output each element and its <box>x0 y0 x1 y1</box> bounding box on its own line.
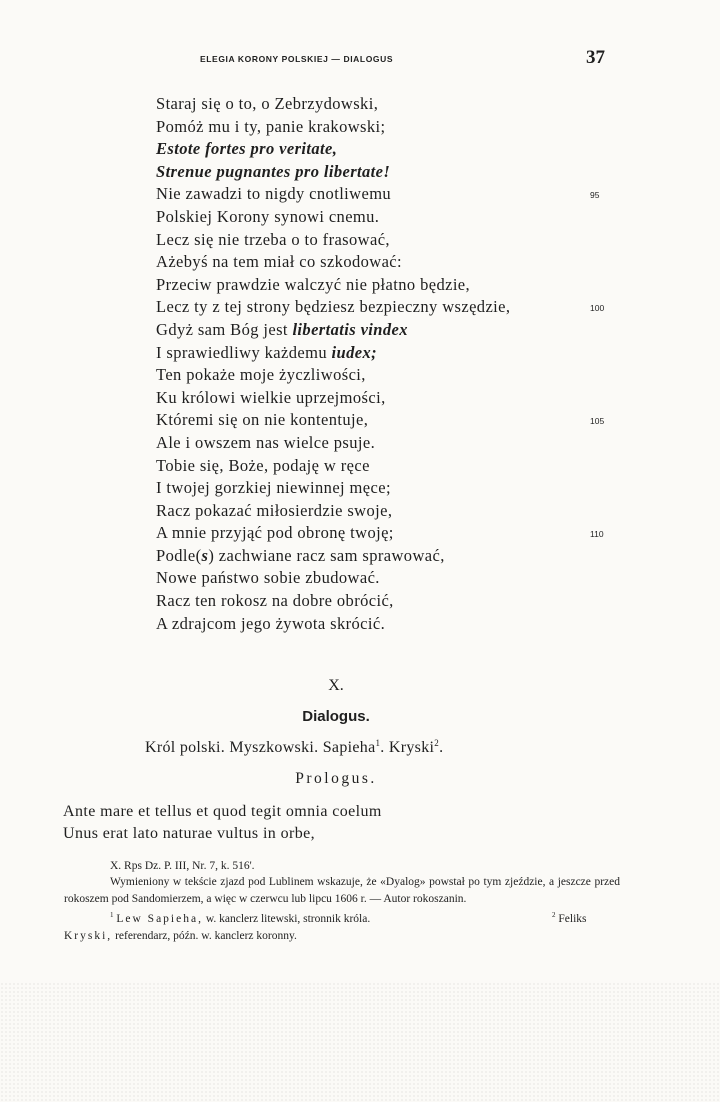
line-number: 100 <box>590 303 605 313</box>
persons-text: . Kryski <box>380 739 435 756</box>
section-number: X. <box>328 677 344 694</box>
verse-line: Lecz się nie trzeba o to frasować, <box>156 229 390 249</box>
verse-line: Ale i owszem nas wielce psuje. <box>156 432 376 452</box>
scan-noise <box>0 982 720 1102</box>
footnotes <box>64 858 620 944</box>
footnote-second <box>552 907 587 927</box>
latin-line: Ante mare et tellus et quod tegit omnia coelum <box>63 803 382 820</box>
persons-text: Król polski. Myszkowski. Sapieha <box>145 739 376 756</box>
verse-line: Polskiej Korony synowi cnemu. <box>156 206 380 226</box>
footnote-name: Lew Sapieha, <box>116 913 203 926</box>
verse-line: Lecz ty z tej strony będziesz bezpieczny wszędzie, <box>156 297 511 317</box>
verse-line: A zdrajcom jego żywota skrócić. <box>156 613 386 633</box>
footnote-text: referendarz, późn. w. kanclerz koronny. <box>115 929 297 942</box>
verse-text: zachwiane racz sam sprawować, <box>218 545 445 565</box>
verse-line: Racz ten rokosz na dobre obrócić, <box>156 591 394 611</box>
persons-text: . <box>439 739 444 756</box>
verse-line <box>156 138 510 161</box>
verse-line <box>156 545 510 568</box>
latin-phrase: iudex; <box>331 342 378 362</box>
footnote-name: Feliks <box>558 913 587 926</box>
verse-line: Pomóż mu i ty, panie krakowski; <box>156 116 386 136</box>
section-title: Dialogus. <box>302 708 370 725</box>
verse-line: Ku królowi wielkie uprzejmości, <box>156 387 386 407</box>
verse-line: Staraj się o to, o Zebrzydowski, <box>156 94 379 113</box>
dramatis-personae <box>145 738 443 757</box>
verse-line: Nowe państwo sobie zbudować. <box>156 568 380 588</box>
line-number: 105 <box>590 416 605 426</box>
footnote-text: w. kanclerz litewski, stronnik króla. <box>205 913 371 926</box>
verse-line <box>156 319 510 342</box>
poem-block <box>156 93 605 635</box>
verse-line: Ażebyś na tem miał co szkodować: <box>156 252 403 272</box>
emendation-letter: s <box>201 545 209 565</box>
footnote-marker: 1 <box>110 911 114 920</box>
verse-line: Przeciw prawdzie walczyć nie płatno będzie, <box>156 274 471 294</box>
footnote-marker: 2 <box>552 911 556 920</box>
verse-line <box>156 161 510 184</box>
verse-line: Któremi się on nie kontentuje, <box>156 410 369 430</box>
manuscript-reference: X. Rps Dz. P. III, Nr. 7, k. 516'. <box>110 860 255 872</box>
verse-line: Racz pokazać miłosierdzie swoje, <box>156 500 393 520</box>
footnote-persons <box>64 907 620 927</box>
line-number: 110 <box>590 529 604 539</box>
paren-close: ) <box>208 545 215 565</box>
latin-verse: Estote fortes pro veritate, <box>156 139 338 159</box>
verse-text: Gdyż sam Bóg jest <box>156 319 288 339</box>
verse-line: Nie zawadzi to nigdy cnotliwemu <box>156 184 392 204</box>
verse-line: Ten pokaże moje życzliwości, <box>156 365 366 385</box>
prologus-heading: Prologus. <box>295 770 377 787</box>
verse-line: Tobie się, Boże, podaję w ręce <box>156 455 370 475</box>
latin-verse-block <box>63 801 382 845</box>
verse-text: Podle <box>156 545 196 565</box>
line-number: 95 <box>590 190 600 200</box>
verse-text: I sprawiedliwy każdemu <box>156 342 327 362</box>
latin-line: Unus erat lato naturae vultus in orbe, <box>63 825 316 842</box>
running-title: ELEGIA KORONY POLSKIEJ — DIALOGUS <box>200 54 394 64</box>
footnote-continuation <box>64 928 620 944</box>
verse-line: I twojej gorzkiej niewinnej męce; <box>156 478 391 498</box>
verse-line <box>156 342 510 365</box>
footnote-name: Kryski, <box>64 929 113 942</box>
footnote-marker: 1 <box>375 738 381 748</box>
verse-line: A mnie przyjąć pod obronę twoję; <box>156 523 394 543</box>
page-header <box>0 47 720 70</box>
page-number: 37 <box>586 47 605 68</box>
footnote-paragraph: Wymieniony w tekście zjazd pod Lublinem wskazuje, że «Dyalog» powstał po tym zjeździe, a jeszcze przed rokoszem pod Sandomierzem, a więc w czerwcu lub lipcu 1606 r. — Autor rokoszanin. <box>64 876 620 905</box>
paren-open: ( <box>195 545 202 565</box>
latin-phrase: libertatis vindex <box>292 319 408 339</box>
footnote-marker: 2 <box>434 738 440 748</box>
latin-verse: Strenue pugnantes pro libertate! <box>156 161 391 181</box>
